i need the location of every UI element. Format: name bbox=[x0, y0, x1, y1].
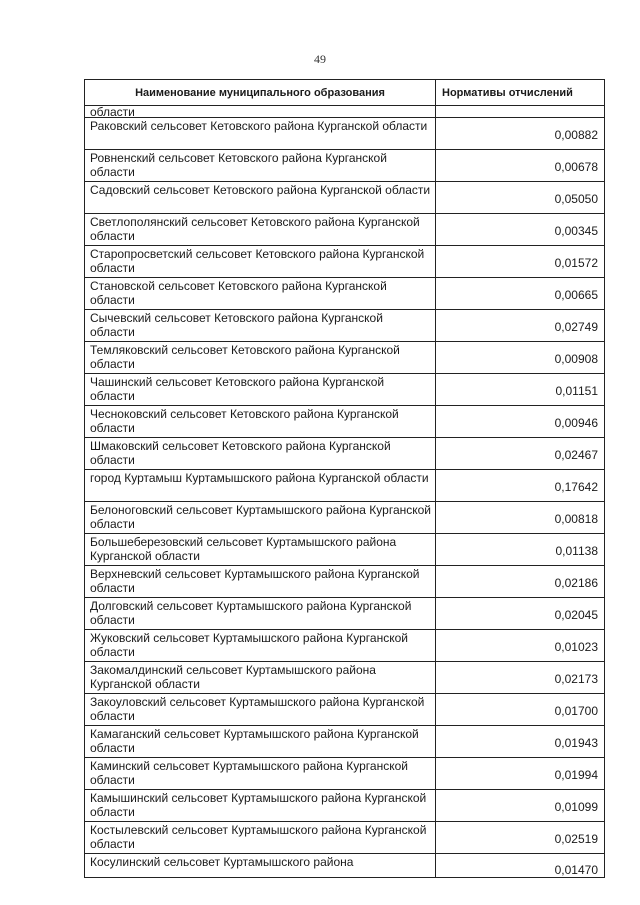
row-name: Становской сельсовет Кетовского района Курганской области bbox=[85, 278, 436, 310]
table-row bbox=[85, 310, 605, 342]
row-value: 0,02519 bbox=[436, 822, 605, 854]
row-value: 0,02186 bbox=[436, 566, 605, 598]
normatives-table bbox=[84, 79, 605, 878]
row-name: Косулинский сельсовет Куртамышского района bbox=[85, 854, 436, 878]
row-name: Садовский сельсовет Кетовского района Курганской области bbox=[85, 182, 436, 214]
table-row bbox=[85, 854, 605, 878]
table-row bbox=[85, 374, 605, 406]
row-value: 0,00946 bbox=[436, 406, 605, 438]
row-value: 0,02045 bbox=[436, 598, 605, 630]
row-value: 0,01470 bbox=[436, 854, 605, 878]
row-value: 0,02749 bbox=[436, 310, 605, 342]
row-name: Чесноковский сельсовет Кетовского района Курганской области bbox=[85, 406, 436, 438]
row-value: 0,01023 bbox=[436, 630, 605, 662]
table-row bbox=[85, 150, 605, 182]
row-value: 0,05050 bbox=[436, 182, 605, 214]
row-value: 0,01943 bbox=[436, 726, 605, 758]
row-value: 0,17642 bbox=[436, 470, 605, 502]
row-value: 0,00818 bbox=[436, 502, 605, 534]
row-value: 0,02173 bbox=[436, 662, 605, 694]
row-name: Старопросветский сельсовет Кетовского района Курганской области bbox=[85, 246, 436, 278]
row-value-empty bbox=[436, 106, 605, 118]
row-name: Каминский сельсовет Куртамышского района Курганской области bbox=[85, 758, 436, 790]
table-row bbox=[85, 246, 605, 278]
table-row bbox=[85, 598, 605, 630]
table-row bbox=[85, 182, 605, 214]
row-value: 0,00345 bbox=[436, 214, 605, 246]
row-name: Ровненский сельсовет Кетовского района Курганской области bbox=[85, 150, 436, 182]
row-value: 0,01138 bbox=[436, 534, 605, 566]
row-name: Светлополянский сельсовет Кетовского района Курганской области bbox=[85, 214, 436, 246]
table-row bbox=[85, 534, 605, 566]
row-name: Жуковский сельсовет Куртамышского района Курганской области bbox=[85, 630, 436, 662]
row-name: Чашинский сельсовет Кетовского района Курганской области bbox=[85, 374, 436, 406]
row-value: 0,01572 bbox=[436, 246, 605, 278]
table-body bbox=[85, 106, 605, 878]
table-row bbox=[85, 278, 605, 310]
table-row bbox=[85, 470, 605, 502]
table-row bbox=[85, 214, 605, 246]
column-header-value: Нормативы отчислений bbox=[436, 80, 605, 106]
table-row bbox=[85, 758, 605, 790]
row-name-continuation: области bbox=[85, 106, 436, 118]
row-name: Темляковский сельсовет Кетовского района Курганской области bbox=[85, 342, 436, 374]
row-name: Раковский сельсовет Кетовского района Курганской области bbox=[85, 118, 436, 150]
row-value: 0,01099 bbox=[436, 790, 605, 822]
row-name: Долговский сельсовет Куртамышского района Курганской области bbox=[85, 598, 436, 630]
row-value: 0,01994 bbox=[436, 758, 605, 790]
table-row bbox=[85, 406, 605, 438]
table-row bbox=[85, 790, 605, 822]
column-header-name: Наименование муниципального образования bbox=[85, 80, 436, 106]
row-name: Большеберезовский сельсовет Куртамышского района Курганской области bbox=[85, 534, 436, 566]
table-row bbox=[85, 726, 605, 758]
row-name: Шмаковский сельсовет Кетовского района Курганской области bbox=[85, 438, 436, 470]
row-value: 0,02467 bbox=[436, 438, 605, 470]
table-row bbox=[85, 694, 605, 726]
row-name: Закоуловский сельсовет Куртамышского района Курганской области bbox=[85, 694, 436, 726]
table-row bbox=[85, 118, 605, 150]
table-row bbox=[85, 342, 605, 374]
row-name: Костылевский сельсовет Куртамышского района Курганской области bbox=[85, 822, 436, 854]
row-value: 0,00908 bbox=[436, 342, 605, 374]
table-row bbox=[85, 822, 605, 854]
table-row bbox=[85, 566, 605, 598]
row-value: 0,00882 bbox=[436, 118, 605, 150]
table-row bbox=[85, 502, 605, 534]
row-value: 0,00665 bbox=[436, 278, 605, 310]
row-value: 0,01151 bbox=[436, 374, 605, 406]
row-name: Верхневский сельсовет Куртамышского района Курганской области bbox=[85, 566, 436, 598]
table-row bbox=[85, 662, 605, 694]
row-value: 0,00678 bbox=[436, 150, 605, 182]
page-number: 49 bbox=[314, 52, 326, 66]
table-row-continuation bbox=[85, 106, 605, 118]
row-name: Закомалдинский сельсовет Куртамышского района Курганской области bbox=[85, 662, 436, 694]
table-row bbox=[85, 438, 605, 470]
row-name: Камаганский сельсовет Куртамышского района Курганской области bbox=[85, 726, 436, 758]
row-name: Камышинский сельсовет Куртамышского района Курганской области bbox=[85, 790, 436, 822]
row-name: Сычевский сельсовет Кетовского района Курганской области bbox=[85, 310, 436, 342]
row-name: Белоноговский сельсовет Куртамышского района Курганской области bbox=[85, 502, 436, 534]
row-name: город Куртамыш Куртамышского района Курганской области bbox=[85, 470, 436, 502]
table-header-row bbox=[85, 80, 605, 106]
row-value: 0,01700 bbox=[436, 694, 605, 726]
table-row bbox=[85, 630, 605, 662]
